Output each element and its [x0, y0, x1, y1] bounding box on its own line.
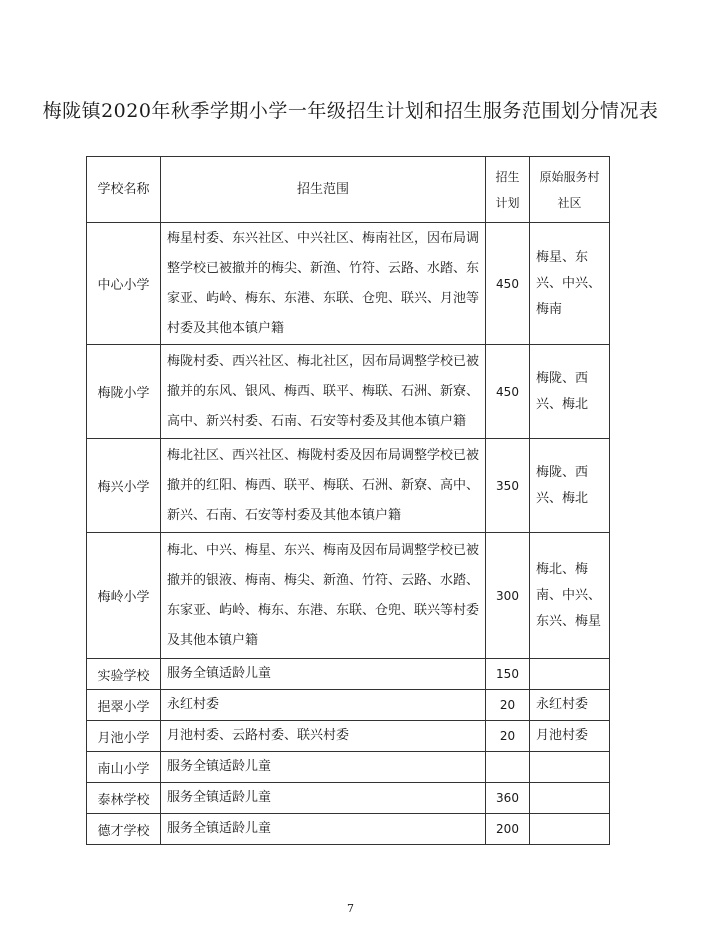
service-villages: [530, 814, 610, 845]
service-villages: [530, 752, 610, 783]
service-villages: [530, 783, 610, 814]
enrollment-plan: 200: [486, 814, 530, 845]
enrollment-range: 梅星村委、东兴社区、中兴社区、梅南社区，因布局调整学校已被撤并的梅尖、新渔、竹符、云路、水踏、东家亚、屿岭、梅东、东港、东联、仓兜、联兴、月池等村委及其他本镇户籍: [161, 223, 486, 345]
header-villages-line1: 原始服务村: [539, 169, 600, 184]
table-row: [87, 690, 610, 721]
table-row: [87, 439, 610, 533]
enrollment-plan: 450: [486, 345, 530, 439]
table-row: [87, 721, 610, 752]
enrollment-range: 梅陇村委、西兴社区、梅北社区，因布局调整学校已被撤并的东风、银风、梅西、联平、梅联、石洲、新寮、高中、新兴村委、石南、石安等村委及其他本镇户籍: [161, 345, 486, 439]
school-name: 挹翠小学: [87, 690, 161, 721]
enrollment-range: 月池村委、云路村委、联兴村委: [161, 721, 486, 752]
enrollment-plan: 300: [486, 533, 530, 659]
table-header-row: [87, 157, 610, 223]
enrollment-plan: [486, 752, 530, 783]
table-row: [87, 752, 610, 783]
table-row: [87, 783, 610, 814]
header-range: 招生范围: [161, 157, 486, 223]
page-number: 7: [347, 902, 354, 915]
school-name: 梅岭小学: [87, 533, 161, 659]
table-row: [87, 659, 610, 690]
service-villages: 月池村委: [530, 721, 610, 752]
table-row: [87, 345, 610, 439]
header-plan-line1: 招生: [495, 169, 520, 184]
school-name: 中心小学: [87, 223, 161, 345]
service-villages: 梅陇、西兴、梅北: [530, 439, 610, 533]
table-row: [87, 814, 610, 845]
header-villages: [530, 157, 610, 223]
school-name: 南山小学: [87, 752, 161, 783]
header-school: 学校名称: [87, 157, 161, 223]
school-name: 梅兴小学: [87, 439, 161, 533]
school-name: 泰林学校: [87, 783, 161, 814]
enrollment-plan: 360: [486, 783, 530, 814]
service-villages: 梅北、梅南、中兴、东兴、梅星: [530, 533, 610, 659]
enrollment-range: 服务全镇适龄儿童: [161, 814, 486, 845]
header-plan-line2: 计划: [495, 195, 520, 210]
enrollment-plan: 150: [486, 659, 530, 690]
enrollment-table: [86, 156, 610, 845]
enrollment-range: 服务全镇适龄儿童: [161, 659, 486, 690]
school-name: 实验学校: [87, 659, 161, 690]
school-name: 德才学校: [87, 814, 161, 845]
enrollment-plan: 450: [486, 223, 530, 345]
enrollment-plan: 20: [486, 721, 530, 752]
enrollment-range: 梅北社区、西兴社区、梅陇村委及因布局调整学校已被撤并的红阳、梅西、联平、梅联、石洲、新寮、高中、新兴、石南、石安等村委及其他本镇户籍: [161, 439, 486, 533]
school-name: 月池小学: [87, 721, 161, 752]
service-villages: 永红村委: [530, 690, 610, 721]
service-villages: [530, 659, 610, 690]
header-villages-line2: 社区: [557, 195, 582, 210]
enrollment-range: 服务全镇适龄儿童: [161, 783, 486, 814]
enrollment-range: 永红村委: [161, 690, 486, 721]
header-plan: [486, 157, 530, 223]
table-row: [87, 533, 610, 659]
enrollment-plan: 350: [486, 439, 530, 533]
document-title: 梅陇镇2020年秋季学期小学一年级招生计划和招生服务范围划分情况表: [42, 100, 659, 122]
enrollment-plan: 20: [486, 690, 530, 721]
service-villages: 梅星、东兴、中兴、梅南: [530, 223, 610, 345]
enrollment-range: 服务全镇适龄儿童: [161, 752, 486, 783]
service-villages: 梅陇、西兴、梅北: [530, 345, 610, 439]
school-name: 梅陇小学: [87, 345, 161, 439]
enrollment-range: 梅北、中兴、梅星、东兴、梅南及因布局调整学校已被撤并的银液、梅南、梅尖、新渔、竹符、云路、水踏、东家亚、屿岭、梅东、东港、东联、仓兜、联兴等村委及其他本镇户籍: [161, 533, 486, 659]
table-row: [87, 223, 610, 345]
